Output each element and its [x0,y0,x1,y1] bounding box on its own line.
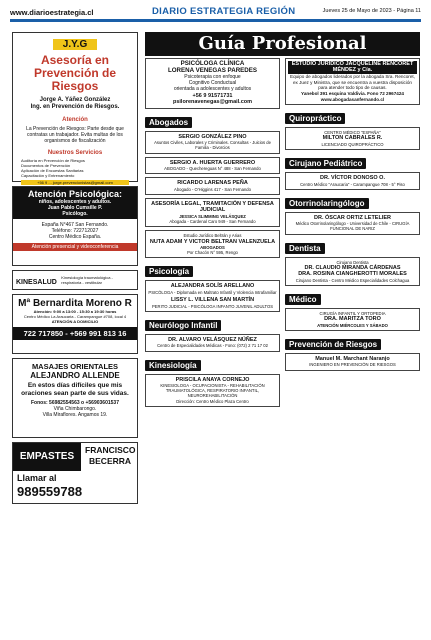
service-item: Capacitación y Entrenamiento [21,173,75,178]
ad-bernardita [12,294,138,354]
ad-psicologo [12,186,138,266]
header-rule [10,19,421,22]
cirujano-detail: Centro Médico "Araucaria" - Carampangue 708 - 5° Piso [300,181,405,187]
section-prevencion: Prevención de Riesgos [285,339,381,350]
psico-footer: Atención presencial y videoconferencia [13,243,137,251]
abogado-firm: Estudio Jurídico Beltrán y Arias [183,233,242,239]
dentista-detail: Cirujano Dentista - Centro Médico Especialidades Colchagua [295,277,410,283]
abogado-detail: Abogada - Cardenal Caro 949 - San Fernando [169,219,256,225]
psicologia-detail: PSICÓLOGA - Diplomada en Maltrato Infantil y Violencia Intrafamiliar [148,289,277,295]
kinesalud-logo: KINESALUD [16,279,57,286]
prevencion-detail: INGENIERO EN PREVENCIÓN DE RIESGOS [309,362,396,368]
kinesiologia-detail: KINESIOLOGA - OCUPACIONISTA - REHABILITACIÓN TRAUMATOLÓGICA, RESPIRATORIO INFANTIL, NEUROREHABILITACIÓN [160,383,265,399]
kinesalud-text: Kinesiología traumatológica - respiratoria - vestibular [61,274,113,285]
empastes-number: 989559788 [17,484,83,499]
psicologia-name: LISSY L. VILLENA SAN MARTÍN [170,297,255,304]
abogado-subname: JESSICA SLIMMING VELÁSQUEZ [179,213,246,219]
service-item: Documentos de Prevención [21,163,71,168]
psico-sub: niños, adolescentes y adultos. [38,199,112,205]
psico-centro: Centro Médico España. [48,234,102,240]
neurologo-detail: Centro de Especialidades Médicas - Fono: (072) 2 71 17 02 [157,343,268,349]
psicologa-title: PSICÓLOGA CLÍNICA [180,60,245,67]
jyg-title: Asesoría en Prevención de Riesgos [33,53,117,93]
kinesiologia-address: Dirección: Centro Médico Plaza Centro [176,398,249,404]
section-dentista: Dentista [285,243,325,254]
empastes-call: Llamar al [17,473,57,483]
abogado-entry [145,177,280,195]
psicologa-phone: +56 9 91571731 [192,92,233,99]
service-item: Auditoría en Prevención de Riesgos [21,158,85,163]
psicologa-d2: Cognitivo Conductual [188,80,237,87]
estudio-web[interactable]: www.abogadasanfernando.cl [320,96,385,102]
site-url[interactable]: www.diarioestrategia.cl [10,8,94,17]
psicologia-name: ALEJANDRA SOLÍS ARELLANO [170,283,255,290]
medico-name: DRA. MARITZA TORO [324,316,381,323]
guide-col-right [285,57,420,374]
abogado-entry [145,230,280,258]
otorrino-detail: Médico Otorrinolaringólogo - Universidad de Chile - CIRUGÍA FUNCIONAL DE NARIZ [295,221,410,232]
prevencion-entry [285,353,420,371]
services-contact: +56 9 ... jorge.prevencionistas@gmail.com [21,180,129,185]
kinesiologia-entry [145,374,280,407]
masajes-city1: Viña Chimbarongo. [53,406,97,412]
section-kinesiologia: Kinesiología [145,360,201,371]
section-abogados: Abogados [145,117,192,128]
jyg-logo: J.Y.G [53,39,97,50]
empastes-word: EMPASTES [13,443,81,471]
cirujano-name: DR. VÍCTOR DONOSO O. [320,175,385,182]
ad-masajes [12,358,138,438]
psicologia-detail: PERITO JUDICIAL - PSICÓLOGA INFANTO JUVENIL ADULTOS [151,303,274,309]
neurologo-entry [145,334,280,352]
estudio-phone: Yanebol 391 esquina Valdivia. Fono 72 2967424 [301,90,404,96]
service-item: Aplicación de Encuestas Sanitarias [21,168,84,173]
abogado-name: ASESORÍA LEGAL, TRAMITACIÓN Y DEFENSA JUDICIAL [151,200,274,214]
otorrino-entry [285,212,420,235]
section-quiropractico: Quiropráctico [285,113,345,124]
bm-address: Centro Médico La Araucaria - Carampangue #708, local 4 [23,314,127,319]
abogado-detail: Por Chacón N° 595, Rengo [187,250,238,256]
medico-hours: ATENCIÓN MIÉRCOLES Y SÁBADO [317,322,388,328]
masajes-name: ALEJANDRO ALLENDE [30,371,120,380]
services-list [21,158,129,178]
abogado-name: SERGIO A. HUERTA GUERRERO [169,159,256,166]
abogado-subname: ABOGADOS [200,245,225,251]
abogado-detail: Abogado - O'Higgins 417 - San Fernando [174,186,251,192]
psico-title: Atención Psicológica: [27,189,123,199]
psicologa-mail: psilorenavenegas@gmail.com [172,99,253,106]
psicologa-name: LORENA VENEGAS PAREDES [167,66,258,74]
page-header [0,0,431,30]
left-ads-column [12,32,138,508]
cirujano-entry [285,172,420,190]
psico-phone: Teléfono: 722712027 [51,228,99,234]
jyg-text: La Prevención de Riesgos: Parte desde que contratas un trabajador. Evita multas de los organismos de fiscalización [26,126,124,144]
psico-address: España N°467 San Fernando. [41,222,109,228]
abogado-entry [145,157,280,175]
prevencion-name: Manuel M. Marchant Naranjo [315,355,390,362]
psico-role: Psicólogo. [62,211,88,217]
section-cirujano: Cirujano Pediátrico [285,158,366,169]
estudio-juridico-box [285,58,420,105]
section-psicologia: Psicología [145,266,193,277]
dentista-entry [285,257,420,286]
abogado-entry [145,198,280,227]
abogado-detail: Asuntos Civiles, Laborales y Criminales. Consultas - Juicios de Familia - Divorcios [154,140,271,151]
abogado-name: SERGIO GONZÁLEZ PINO [178,133,247,140]
psicologia-entry [145,280,280,311]
section-medico: Médico [285,294,321,305]
estudio-text: Equipo de abogados liderados por la abogada Sra. Rencoret, ex Juez y Ministra, que se encuentra a vuestra disposición para atender todo tipo de causas. [290,74,415,91]
empastes-name1: FRANCISCO [85,445,136,455]
guia-profesional [145,32,420,56]
masajes-text: En estos días difíciles que mis oraciones sean parte de sus vidas. [21,382,129,397]
guide-banner: Guía Profesional [145,32,420,56]
masajes-city2: Villa Miraflores. Angamos 19. [42,412,108,418]
services-title: Nuestros Servicios [47,150,103,156]
bm-name: Mª Bernardita Moreno R [18,298,132,309]
medico-entry [285,308,420,331]
page-date: Jueves 25 de Mayo de 2023 - Página 11 [322,8,421,14]
bm-phones: 722 717850 - +569 991 813 16 [13,327,137,340]
quiro-role: LICENCIADO QUIROPRÁCTICO [321,141,384,147]
dentista-name: DR. CLAUDIO MIRANDA CÁRDENAS [304,264,401,271]
bm-domicilio: ATENCIÓN A DOMICILIO [51,319,99,324]
masajes-fono: Fonos: 56982554563 o +56903601537 [31,400,119,406]
dentista-name: DRA. ROSINA CIANGHEROTTI MORALES [298,271,407,278]
quiropractico-entry [285,127,420,150]
psico-name: Juan Pablo Cumsille P. [47,205,103,211]
otorrino-name: DR. ÓSCAR ORTIZ LETELIER [314,214,391,221]
jyg-role: Ing. en Prevención de Riesgos. [30,104,120,110]
section-neurologo: Neurólogo Infantil [145,320,221,331]
guide-col-left [145,57,280,410]
medico-specialty: CIRUGÍA INFANTIL Y ORTOPEDIA [319,311,386,317]
kinesiologia-name: PRISCILA ANAYA CORNEJO [175,376,250,383]
psicologa-d1: Psicoterapia con enfoque [184,74,241,80]
estudio-brand: ESTUDIO JURÍDICO JACQUELINE RENCORET MÉNDEZ y Cía. [288,61,417,74]
neurologo-name: DR. ALVARO VELÁSQUEZ NÚÑEZ [168,336,257,343]
ad-kinesalud [12,270,138,290]
section-otorrino: Otorrinolaringólogo [285,198,369,209]
quiro-name: MILTON CABRALES R. [322,135,383,142]
ad-jyg [12,32,138,185]
abogado-detail: ABOGADO - Quechereguas N° 488 - San Fernando [164,166,261,172]
abogado-entry [145,131,280,154]
masajes-title: MASAJES ORIENTALES [31,362,119,371]
quiro-centro: CENTRO MÉDICO "ESPAÑA" [324,130,381,136]
section-title: DIARIO ESTRATEGIA REGIÓN [152,6,296,17]
abogado-name: NUTA ADAM Y VICTOR BELTRAN VALENZUELA [149,238,276,245]
abogado-name: RICARDO LARENAS PEÑA [177,180,248,187]
jyg-atencion: Atención [62,117,88,123]
bm-hours: Atención: 9:00 a 13:00 - 15:30 a 19:30 horas [33,309,117,314]
ad-empastes [12,442,138,504]
psicologa-box [145,58,280,109]
jyg-name: Jorge A. Yáñez González [39,97,111,103]
empastes-name2: BECERRA [89,456,132,466]
dentista-role: Cirujano Dentista [336,259,369,265]
psicologa-d3: orientada a adolescentes y adultos [173,86,252,93]
